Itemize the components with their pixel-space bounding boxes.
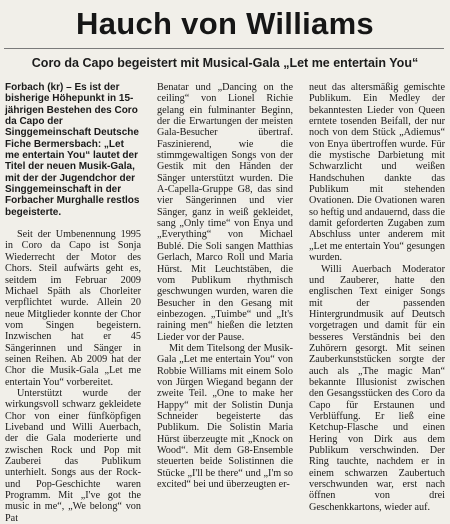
article-column-1 [5, 82, 141, 524]
article-paragraph: Seit der Umbenennung 1995 in Coro da Capo ist Sonja Wiederrecht der Motor des Chors. Steil aufwärts geht es, seitdem im Februar 2009 Michael Späth als Chorleiter verpflichtet wurde. Allein 20 neue Mitglieder konnte der Chor vom Singen begeistern. Inzwischen hat er 45 Sängerinnen und Sänger in seinen Reihen. Ab 2009 hat der Chor die Musik-Gala „Let me entertain You“ vorbereitet. [5, 229, 141, 388]
paragraph-gap [5, 218, 141, 229]
article-paragraph: neut das altersmäßig gemischte Publikum. Ein Medley der bekanntesten Lieder von Queen erntete tosenden Beifall, der nur noch von dem Stück „Adiemus“ von Enya übertroffen wurde. Für die mystische Darbietung mit Schwarzlicht und weißen Handschuhen dankte das Publikum mit stehenden Ovationen. Die Ovationen waren so heftig und andauernd, dass die damit geforderten Zugaben zum Abschluss unter anderem mit „Let me entertain You“ gesungen wurden. [309, 82, 445, 264]
article-paragraph: Willi Auerbach Moderator und Zauberer, hatte den englischen Text einiger Songs mit der passenden Hintergrundmusik auf Deutsch vorgetragen und damit für ein besseres Verständnis bei den Zuhörern gesorgt. Mit seinen Zauberkunststücken sorgte der auch als „The magic Man“ bekannte Illusionist zwischen den Gesangsstücken des Coro da Capo für Erstaunen und Verblüffung. Er ließ eine Ketchup-Flasche und einen Hering von Dirk aus dem Publikum verschwinden. Der Ring tauchte, nachdem er in einem schwarzen Zaubertuch verschwunden war, erst nach öffnen von drei Geschenkkartons, wieder auf. [309, 263, 445, 513]
article-lead-paragraph: Forbach (kr) – Es ist der bisherige Höhepunkt in 15-jährigen Bestehen des Coro da Capo der Singgemeinschaft Deutsche Fiche Bermersbach: „Let me entertain You“ lautet der Titel der neuen Musik-Gala, mit der der Jugendchor der Singgemeinschaft in der Forbacher Murghalle restlos begeisterte. [5, 82, 140, 218]
article-subheadline: Coro da Capo begeistert mit Musical-Gala „Let me entertain You“ [31, 56, 419, 70]
article-paragraph: Mit dem Titelsong der Musik-Gala „Let me entertain You“ von Robbie Williams mit einem Solo von Jürgen Wiegand begann der zweite Teil. „One to make her Happy“ mit der Solistin Dunja Schneider begeisterte das Publikum. Die Solistin Maria Hürst überzeugte mit „Knock on Wood“. Mit dem G8-Ensemble steuerten beide Solistinnen die Stücke „I'll be there“ und „I'm so excited“ bei und überzeugten er- [157, 342, 293, 491]
headline-rule [4, 48, 444, 49]
article-paragraph: Benatar und „Dancing on the ceiling“ von Lionel Richie gelang ein fulminanter Beginn, der die Erwartungen der meisten Gala-Besucher übertraf. Faszinierend, wie die stimmgewaltigen Songs von der Gestik mit den Händen der Sänger unterstützt wurden. Die A-Capella-Gruppe G8, das sind vier Sängerinnen und vier Sänger, ganz in weiß gekleidet, sang „Only time“ von Enya und „Everything“ von Michael Bublé. Die Soli sangen Matthias Gerlach, Marco Roll und Maria Hürst. Mit Leuchtstäben, die vom Publikum rhythmisch geschwungen wurden, waren die Besucher in den Gesang mit einbezogen. „Tuimbe“ und „It's raining men“ hießen die letzten Lieder vor der Pause. [157, 82, 293, 343]
article-headline: Hauch von Williams [76, 6, 374, 41]
article-column-3 [309, 82, 445, 513]
article-column-2 [157, 82, 293, 490]
article-paragraph: Unterstützt wurde der wirkungsvoll schwarz gekleidete Chor von einer fünfköpfigen Liveband und Willi Auerbach, der die Gala moderierte und zwischen Rock und Pop mit Zauberei das Publikum unterhielt. Songs aus der Rock- und Pop-Geschichte waren Programm. Mit „I've got the music in me“, „We belong“ von Pat [5, 387, 141, 524]
